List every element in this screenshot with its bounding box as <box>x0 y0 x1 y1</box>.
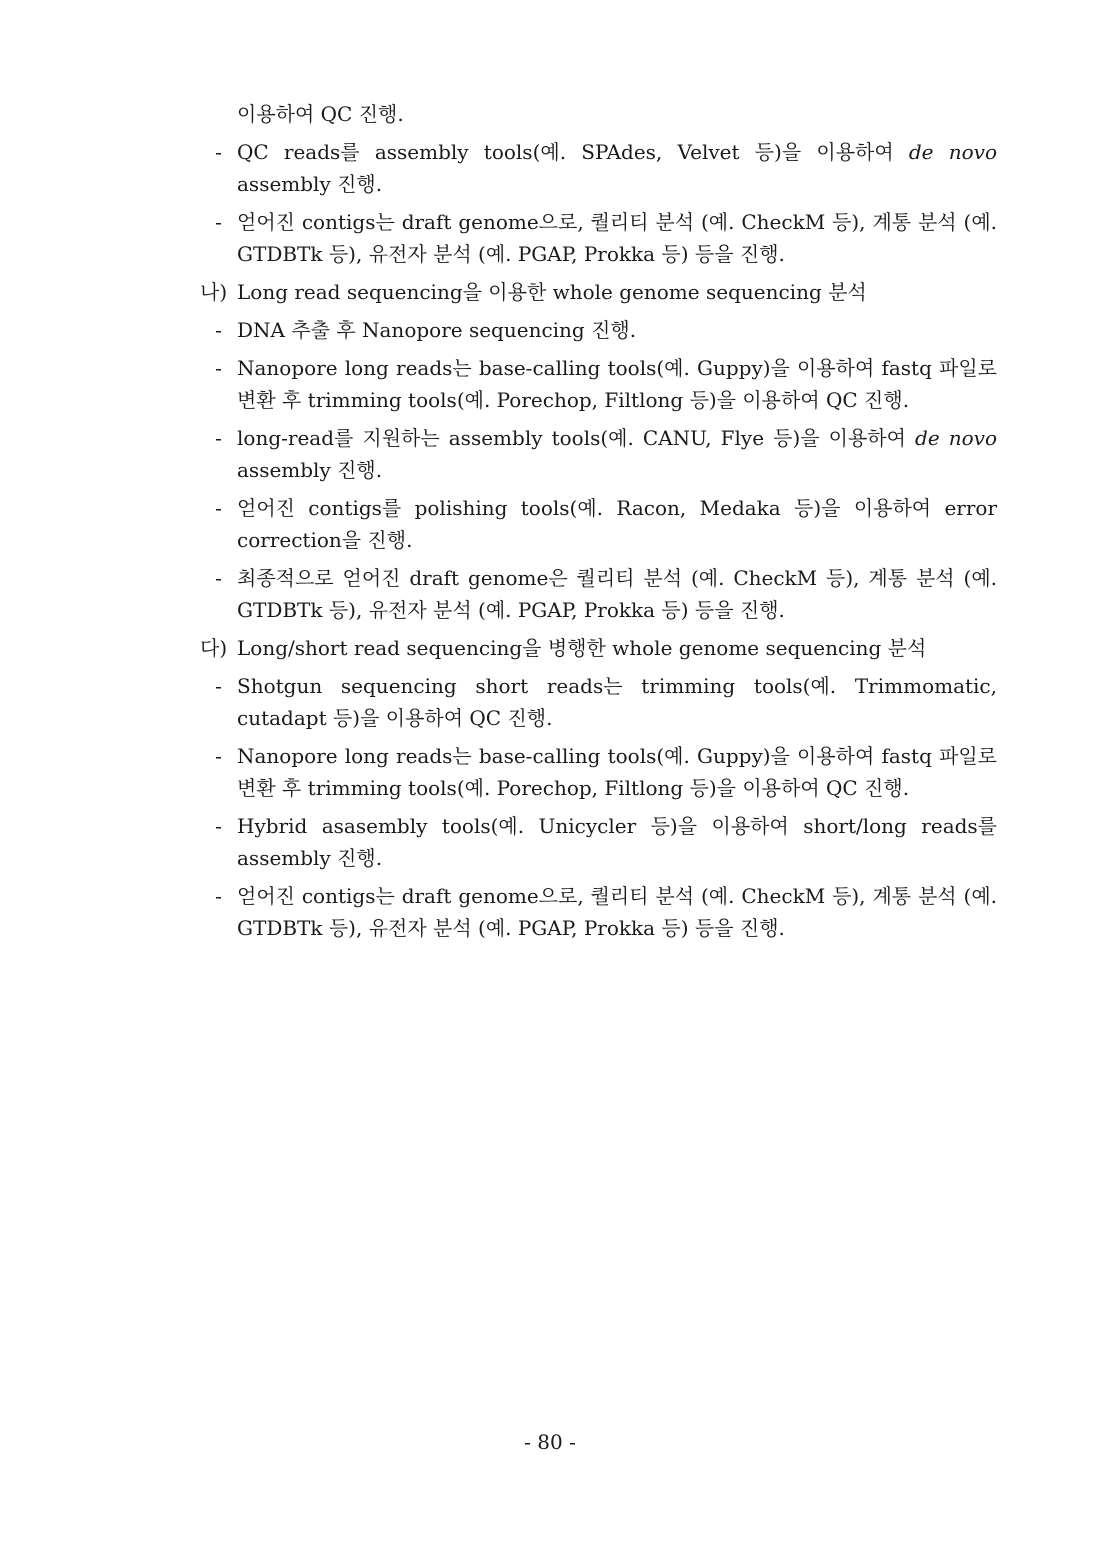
list-item-text: Nanopore long reads는 base-calling tools(예. Guppy)을 이용하여 fastq 파일로 변환 후 trimming tools(예. Porechop, Filtlong 등)을 이용하여 QC 진행. <box>237 356 997 412</box>
section-title: Long/short read sequencing을 병행한 whole genome sequencing 분석 <box>237 636 927 660</box>
dash-marker: - <box>215 744 222 768</box>
italic-term: de novo <box>908 140 997 164</box>
dash-marker: - <box>215 814 222 838</box>
section-label: 다) <box>200 636 228 660</box>
dash-marker: - <box>215 884 222 908</box>
list-item <box>200 880 997 944</box>
list-item <box>200 810 997 874</box>
dash-marker: - <box>215 426 222 450</box>
list-item-text: 얻어진 contigs는 draft genome으로, 퀄리티 분석 (예. CheckM 등), 계통 분석 (예. GTDBTk 등), 유전자 분석 (예. PGAP, Prokka 등) 등을 진행. <box>237 884 997 940</box>
list-item <box>200 314 997 346</box>
list-item <box>200 206 997 270</box>
list-item <box>200 670 997 734</box>
section-label: 나) <box>200 280 228 304</box>
dash-marker: - <box>215 566 222 590</box>
page-content <box>200 98 997 950</box>
list-item <box>200 136 997 200</box>
list-item-text: Shotgun sequencing short reads는 trimming tools(예. Trimmomatic, cutadapt 등)을 이용하여 QC 진행. <box>237 674 997 730</box>
dash-marker: - <box>215 210 222 234</box>
dash-marker: - <box>215 674 222 698</box>
continued-text: 이용하여 QC 진행. <box>237 102 404 126</box>
list-item <box>200 740 997 804</box>
italic-term: de novo <box>915 426 997 450</box>
list-item <box>200 492 997 556</box>
list-item-text: 얻어진 contigs를 polishing tools(예. Racon, Medaka 등)을 이용하여 error correction을 진행. <box>237 496 997 552</box>
list-item-text: long-read를 지원하는 assembly tools(예. CANU, Flye 등)을 이용하여 de novo assembly 진행. <box>237 426 997 482</box>
dash-marker: - <box>215 318 222 342</box>
dash-marker: - <box>215 140 222 164</box>
list-item-text: 최종적으로 얻어진 draft genome은 퀄리티 분석 (예. CheckM 등), 계통 분석 (예. GTDBTk 등), 유전자 분석 (예. PGAP, Prokka 등) 등을 진행. <box>237 566 997 622</box>
list-item-text: Nanopore long reads는 base-calling tools(예. Guppy)을 이용하여 fastq 파일로 변환 후 trimming tools(예. Porechop, Filtlong 등)을 이용하여 QC 진행. <box>237 744 997 800</box>
section-heading <box>200 276 997 308</box>
section-heading <box>200 632 997 664</box>
list-item-text: DNA 추출 후 Nanopore sequencing 진행. <box>237 318 637 342</box>
dash-marker: - <box>215 496 222 520</box>
dash-marker: - <box>215 356 222 380</box>
list-item <box>200 422 997 486</box>
list-item <box>200 562 997 626</box>
list-item-text: QC reads를 assembly tools(예. SPAdes, Velvet 등)을 이용하여 de novo assembly 진행. <box>237 140 997 196</box>
page-number: - 80 - <box>524 1430 576 1454</box>
list-item-text: Hybrid asasembly tools(예. Unicycler 등)을 이용하여 short/long reads를 assembly 진행. <box>237 814 997 870</box>
list-item <box>200 352 997 416</box>
section-title: Long read sequencing을 이용한 whole genome sequencing 분석 <box>237 280 867 304</box>
list-item-text: 얻어진 contigs는 draft genome으로, 퀄리티 분석 (예. CheckM 등), 계통 분석 (예. GTDBTk 등), 유전자 분석 (예. PGAP, Prokka 등) 등을 진행. <box>237 210 997 266</box>
